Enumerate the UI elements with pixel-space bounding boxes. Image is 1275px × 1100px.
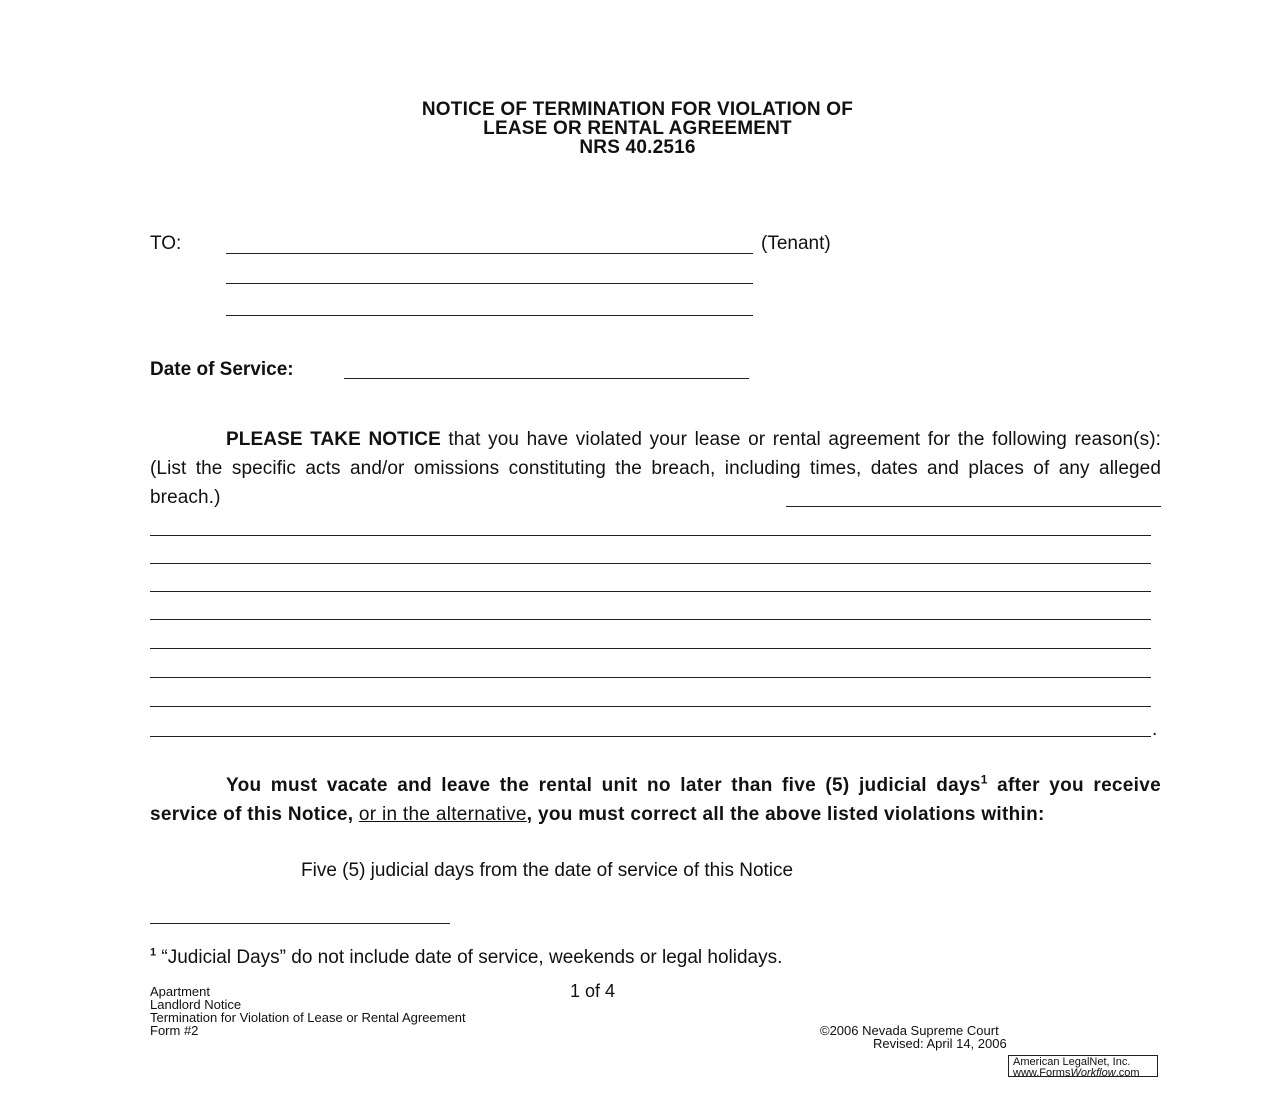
form-title-line1: NOTICE OF TERMINATION FOR VIOLATION OF: [421, 99, 854, 120]
legalnet-stamp: [1008, 1055, 1158, 1077]
footnote-separator: [150, 923, 450, 924]
footer-form-name: Termination for Violation of Lease or Rental Agreement: [150, 1010, 466, 1025]
footer-revised: Revised: April 14, 2006: [873, 1036, 1007, 1051]
vacate-part3: , you must correct all the above listed violations within:: [526, 804, 1045, 825]
breach-line-3[interactable]: [150, 591, 1151, 592]
footer-copyright: ©2006 Nevada Supreme Court: [820, 1023, 999, 1038]
tenant-name-underline: [226, 253, 753, 254]
breach-line-6[interactable]: [150, 677, 1151, 678]
statute-reference: NRS 40.2516: [579, 137, 696, 158]
stamp-company: American LegalNet, Inc.: [1013, 1056, 1131, 1068]
footnote-text: “Judicial Days” do not include date of service, weekends or legal holidays.: [156, 947, 783, 968]
alternative-phrase: or in the alternative: [358, 804, 527, 825]
date-of-service-underline: [344, 378, 749, 379]
breach-line-2[interactable]: [150, 563, 1151, 564]
tenant-suffix: (Tenant): [761, 233, 831, 254]
breach-line-0[interactable]: [786, 506, 1161, 507]
breach-line-5[interactable]: [150, 648, 1151, 649]
vacate-paragraph: [150, 771, 1161, 829]
to-label: TO:: [150, 233, 182, 254]
notice-body: that you have violated your lease or rental agreement for the following reason(s): (List the specific acts and/or omissions constituting the breach, including times, dates and places of any alleged breach.): [150, 429, 1162, 508]
address-line1-underline: [226, 283, 753, 284]
notice-paragraph: [150, 425, 1161, 512]
breach-line-7[interactable]: [150, 706, 1151, 707]
breach-line-4[interactable]: [150, 619, 1151, 620]
footnote: [150, 947, 782, 969]
breach-line-1[interactable]: [150, 535, 1151, 536]
page-number: 1 of 4: [570, 981, 616, 1001]
breach-line-8[interactable]: [150, 736, 1151, 737]
footnote-reference: 1: [980, 772, 988, 787]
vacate-part1: You must vacate and leave the rental unit no later than five (5) judicial days: [226, 775, 981, 796]
footer-category: Apartment: [150, 984, 210, 999]
date-of-service-label: Date of Service:: [150, 359, 294, 380]
notice-lead: PLEASE TAKE NOTICE: [226, 429, 441, 450]
stamp-url: www.FormsWorkflow.com: [1013, 1066, 1140, 1079]
breach-end-period: .: [1152, 719, 1158, 740]
footer-form-number: Form #2: [150, 1023, 199, 1038]
footnote-marker: 1: [150, 946, 157, 959]
footer-subcategory: Landlord Notice: [150, 997, 242, 1012]
vacate-part2: after you receive service of this Notice,: [150, 775, 1161, 825]
address-line2-underline: [226, 315, 753, 316]
form-title-line2: LEASE OR RENTAL AGREEMENT: [483, 118, 792, 139]
cure-deadline: Five (5) judicial days from the date of service of this Notice: [301, 860, 794, 881]
